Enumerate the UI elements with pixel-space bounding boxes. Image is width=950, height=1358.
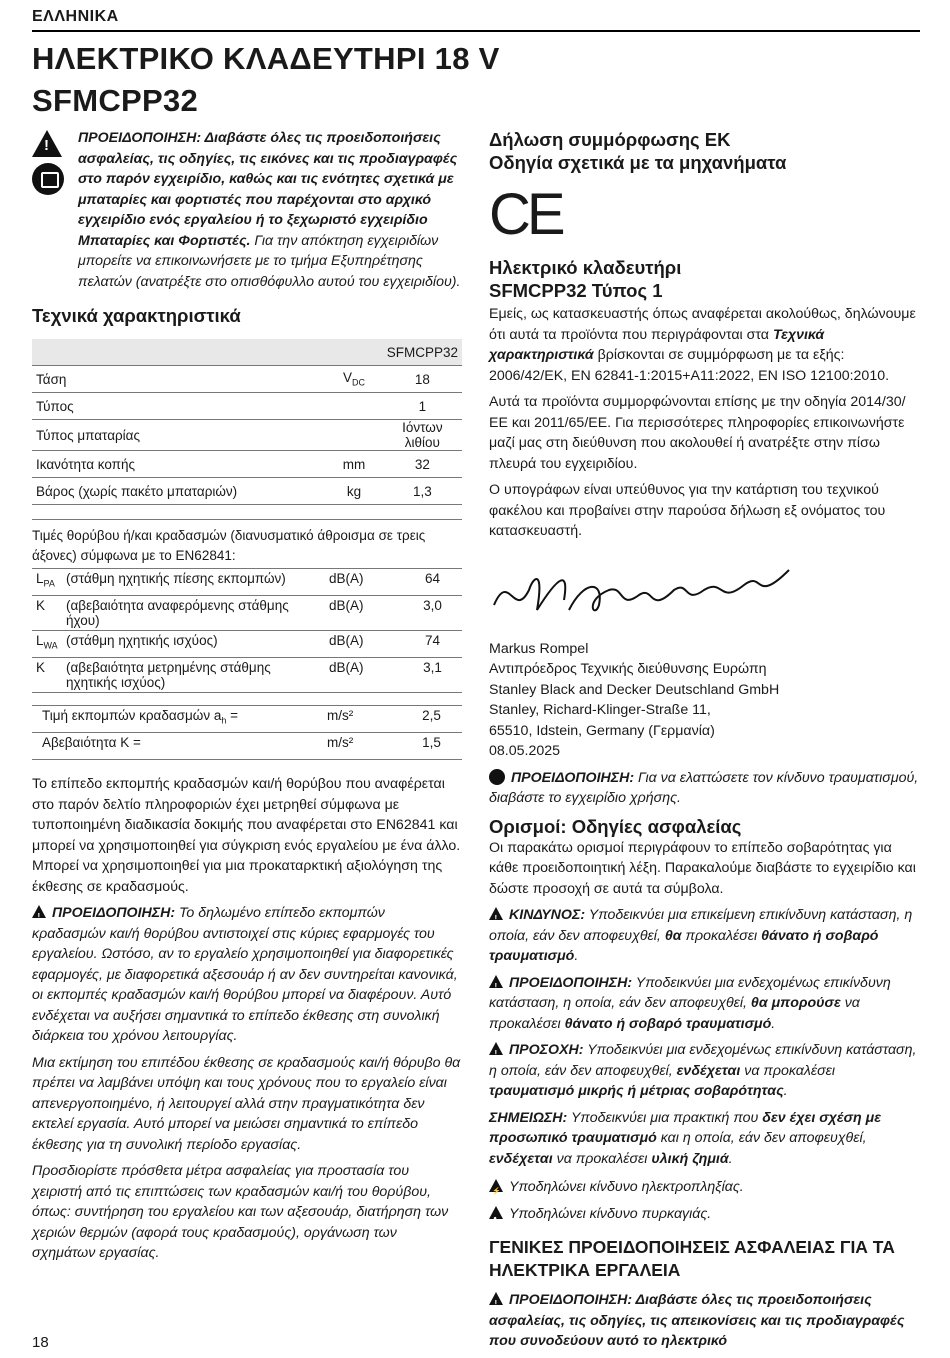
electric-shock-note: ⚡Υποδηλώνει κίνδυνο ηλεκτροπληξίας. [489,1177,921,1198]
table-row [32,393,462,420]
fire-hazard-icon [489,1206,503,1219]
noise-value: 3,0 [403,596,462,631]
caution-definition: !ΠΡΟΣΟΧΗ: Υποδεικνύει μια ενδεχομένως επικίνδυνη κατάσταση, η οποία, εάν δεν αποφευχθεί, ενδέχεται να προκαλέσει τραυματισμό μικρής ή μέτριας σοβαρότητας. [489,1040,921,1102]
spec-unit: $V_{DC}$ [325,366,382,393]
noise-unit: dB(A) [325,631,403,658]
table-row [32,631,462,658]
read-manual-warning: ΠΡΟΕΙΔΟΠΟΙΗΣΗ: Για να ελαττώσετε τον κίνδυνο τραυματισμού, διαβάστε το εγχειρίδιο χρήσης. [489,769,919,806]
noise-symbol: K [32,658,62,693]
vib-unit: m/s² [323,733,401,760]
warning-triangle-icon [32,130,62,157]
vib-label: Αβεβαιότητα K = [32,733,323,760]
warning-triangle-icon [489,1292,503,1305]
table-row [32,420,462,451]
noise-value: 74 [403,631,462,658]
general-warning: !ΠΡΟΕΙΔΟΠΟΙΗΣΗ: Διαβάστε όλες τις προειδοποιήσεις ασφαλείας, τις οδηγίες, τις απεικονίσεις και τις προδιαγραφές που συνοδεύουν αυτό το ηλεκτρικό [489,1290,921,1352]
vib-unit: m/s² [323,706,401,733]
table-row [32,478,462,505]
specs-table [32,339,462,505]
spec-label: Τύπος [32,393,325,420]
address-line-2: 65510, Idstein, Germany (Γερμανία) [489,722,715,739]
product-model: SFMCPP32 Τύπος 1 [489,280,663,301]
vib-value: 1,5 [401,733,462,760]
table-row [32,733,462,760]
vibration-warning: !ΠΡΟΕΙΔΟΠΟΙΗΣΗ: Το δηλωμένο επίπεδο εκπομπών κραδασμών και/ή θορύβου αντιστοιχεί στις κύριες εφαρμογές του εργαλείου. Ωστόσο, αν το εργαλείο χρησιμοποιηθεί για διαφορετικές εφαρμογές, με διαφορετικά αξεσουάρ ή αν δεν συντηρείται κανονικά, οι εκπομπές κραδασμών και/ή θορύβου μπορεί να διαφέρουν. Αυτό ενδέχεται να αυξήσει σημαντικά το επίπεδο έκθεσης στη συνολική διάρκεια του χρόνου λειτουργίας. [32,903,462,1047]
noise-unit: dB(A) [325,596,403,631]
noise-intro: Τιμές θορύβου ή/και κραδασμών (διανυσματικό άθροισμα σε τρεις άξονες) σύμφωνα με το EN62841: [32,520,462,569]
noise-symbol: $L_{WA}$ [32,631,62,658]
declaration-date: 08.05.2025 [489,743,561,759]
vib-value: 2,5 [401,706,462,733]
table-row [32,706,462,733]
danger-definition: !ΚΙΝΔΥΝΟΣ: Υποδεικνύει μια επικείμενη επικίνδυνη κατάσταση, η οποία, εάν δεν αποφευχθεί, θα προκαλέσει θάνατο ή σοβαρό τραυματισμό. [489,905,921,967]
table-row [32,569,462,596]
spec-label: Βάρος (χωρίς πακέτο μπαταριών) [32,478,325,505]
noise-symbol: $L_{PA}$ [32,569,62,596]
vibration-table [32,706,462,760]
title-line-2: SFMCPP32 [32,83,199,118]
spec-value: 1,3 [383,478,462,505]
left-column [32,128,462,1270]
notice-definition: ΣΗΜΕΙΩΣΗ: Υποδεικνύει μια πρακτική που δεν έχει σχέση με προσωπικό τραυματισμό και η οποία, εάν δεν αποφευχθεί, ενδέχεται να προκαλέσει υλική ζημιά. [489,1109,881,1167]
right-column [489,128,921,1358]
exposure-paragraph: Μια εκτίμηση του επιπέδου έκθεσης σε κραδασμούς και/ή θόρυβο θα πρέπει να λαμβάνει υπόψη και τους χρόνους που το εργαλείο είναι απενεργοποιημένο, ή λειτουργεί αλλά στην πραγματικότητα δεν εκτελεί εργασία. Αυτό μπορεί να μειώσει σημαντικά το επίπεδο έκθεσης για τη συνολική περίοδο εργασίας. [32,1054,461,1153]
ce-mark: CE [489,182,562,247]
declaration-signatory: Ο υπογράφων είναι υπεύθυνος για την κατάρτιση του τεχνικού φακέλου και προβαίνει στην παρούσα δήλωση εξ ονόματος του κατασκευαστή. [489,482,886,539]
model-header: SFMCPP32 [383,339,462,366]
noise-paragraph: Το επίπεδο εκπομπής κραδασμών και/ή θορύβου που αναφέρεται στο παρόν δελτίο πληροφοριών έχει μετρηθεί σύμφωνα με τυποποιημένη διαδικασία δοκιμής που αναφέρεται στο EN62841 και μπορεί να χρησιμοποιηθεί για σύγκριση ενός εργαλείου με ένα άλλο. Μπορεί να χρησιμοποιηθεί για μια προκαταρκτική αξιολόγηση της έκθεσης σε κραδασμούς. [32,776,461,895]
intro-warning-text: Διαβάστε όλες τις προειδοποιήσεις ασφαλείας, τις οδηγίες, τις εικόνες και τις προδιαγραφές στο παρόν εγχειρίδιο, καθώς και τις ενότητες σχετικά με μπαταρίες και φορτιστές που παρέχονται στο αρχικό εγχειρίδιο ενός εργαλείου ή το ξεχωριστό εγχειρίδιο Μπαταρίες και Φορτιστές. [78,130,458,249]
warning-triangle-icon [489,1042,503,1055]
spec-unit: kg [325,478,382,505]
noise-desc: (στάθμη ηχητικής ισχύος) [62,631,325,658]
page-number: 18 [32,1334,49,1351]
declaration-heading: Δήλωση συμμόρφωσης ΕΚ [489,129,731,150]
intro-warning [32,128,462,292]
table-row [32,658,462,693]
title-line-1: ΗΛΕΚΤΡΙΚΟ ΚΛΑΔΕΥΤΗΡΙ 18 V [32,41,500,76]
warning-triangle-icon [489,975,503,988]
noise-table [32,569,462,693]
specs-heading: Τεχνικά χαρακτηριστικά [32,305,241,326]
declaration-text: Εμείς, ως κατασκευαστής όπως αναφέρεται ακολούθως, δηλώνουμε ότι αυτά τα προϊόντα που περιγράφονται στα Τεχνικά χαρακτηριστικά βρίσκονται σε συμμόρφωση με τα εξής: 2006/42/ΕΚ, EN 62841-1:2015+A11:2022, EN ISO 12100:2010. [489,306,916,384]
spec-value: 32 [383,451,462,478]
noise-desc: (αβεβαιότητα αναφερόμενης στάθμης ήχου) [62,596,325,631]
product-name: Ηλεκτρικό κλαδευτήρι [489,257,682,278]
spec-value: 18 [383,366,462,393]
noise-unit: dB(A) [325,658,403,693]
header-divider [32,30,920,32]
specs-header-row [32,339,462,366]
spec-unit [325,420,382,451]
general-warnings-heading: ΓΕΝΙΚΕΣ ΠΡΟΕΙΔΟΠΟΙΗΣΕΙΣ ΑΣΦΑΛΕΙΑΣ ΓΙΑ ΤΑ ΗΛΕΚΤΡΙΚΑ ΕΡΓΑΛΕΙΑ [489,1237,895,1280]
signer-role: Αντιπρόεδρος Τεχνικής διεύθυνσης Ευρώπη [489,661,767,677]
vib-label: Τιμή εκπομπών κραδασμών $a_h$ = [32,706,323,733]
noise-symbol: K [32,596,62,631]
signature-image [489,560,819,630]
spec-unit [325,393,382,420]
read-manual-icon [32,163,64,195]
spec-unit: mm [325,451,382,478]
read-manual-icon [489,769,505,785]
noise-desc: (στάθμη ηχητικής πίεσης εκπομπών) [62,569,325,596]
company-name: Stanley Black and Decker Deutschland GmbH [489,681,780,698]
spec-label: Τάση [32,366,325,393]
noise-value: 64 [403,569,462,596]
fire-note: •Υποδηλώνει κίνδυνο πυρκαγιάς. [489,1204,921,1225]
spec-label: Τύπος μπαταρίας [32,420,325,451]
spec-label: Ικανότητα κοπής [32,451,325,478]
warning-triangle-icon [489,907,503,920]
noise-unit: dB(A) [325,569,403,596]
table-row [32,596,462,631]
directive-heading: Οδηγία σχετικά με τα μηχανήματα [489,152,787,173]
noise-desc: (αβεβαιότητα μετρημένης στάθμης ηχητικής ισχύος) [62,658,325,693]
table-row [32,451,462,478]
spec-value: Ιόντων λιθίου [383,420,462,451]
spec-value: 1 [383,393,462,420]
warning-triangle-icon [32,905,46,918]
declaration-directives: Αυτά τα προϊόντα συμμορφώνονται επίσης με την οδηγία 2014/30/ΕΕ και 2011/65/ΕΕ. Για περισσότερες πληροφορίες επικοινωνήστε μαζί μας στη διεύθυνση που ακολουθεί ή ανατρέξτε στην πίσω πλευρά του εγχειριδίου. [489,394,906,472]
warning-definition: !ΠΡΟΕΙΔΟΠΟΙΗΣΗ: Υποδεικνύει μια ενδεχομένως επικίνδυνη κατάσταση, η οποία, εάν δεν αποφευχθεί, θα μπορούσε να προκαλέσει θάνατο ή σοβαρό τραυματισμό. [489,973,921,1035]
electric-shock-icon [489,1179,503,1192]
noise-value: 3,1 [403,658,462,693]
page-title [32,38,912,122]
language-label: ΕΛΛΗΝΙΚΑ [32,8,119,25]
intro-warning-label: ΠΡΟΕΙΔΟΠΟΙΗΣΗ: [78,130,202,146]
safety-measures-paragraph: Προσδιορίστε πρόσθετα μέτρα ασφαλείας για προστασία του χειριστή από τις επιπτώσεις των κραδασμών και/ή του θορύβου, όπως: συντήρηση του εργαλείου και των αξεσουάρ, διατήρηση των χεριών θερμών (αφορά τους κραδασμούς), οργάνωση των σχημάτων εργασίας. [32,1163,449,1261]
table-row [32,366,462,393]
definitions-heading: Ορισμοί: Οδηγίες ασφαλείας [489,815,742,837]
definitions-intro: Οι παρακάτω ορισμοί περιγράφουν το επίπεδο σοβαρότητας για κάθε προειδοποιητική λέξη. Παρακαλούμε διαβάστε το εγχειρίδιο και δώστε προσοχή σε αυτά τα σύμβολα. [489,839,916,897]
intro-contact-text: Για την απόκτηση εγχειριδίων μπορείτε να επικοινωνήσετε με το τμήμα Εξυπηρέτησης πελατών (ανατρέξτε στο οπισθόφυλλο αυτού του εγχειριδίου). [78,232,461,290]
standards-list: 2006/42/ΕΚ, EN 62841-1:2015+A11:2022, EN ISO 12100:2010. [489,367,890,384]
address-line-1: Stanley, Richard-Klinger-Straße 11, [489,702,711,718]
signer-name: Markus Rompel [489,640,589,657]
